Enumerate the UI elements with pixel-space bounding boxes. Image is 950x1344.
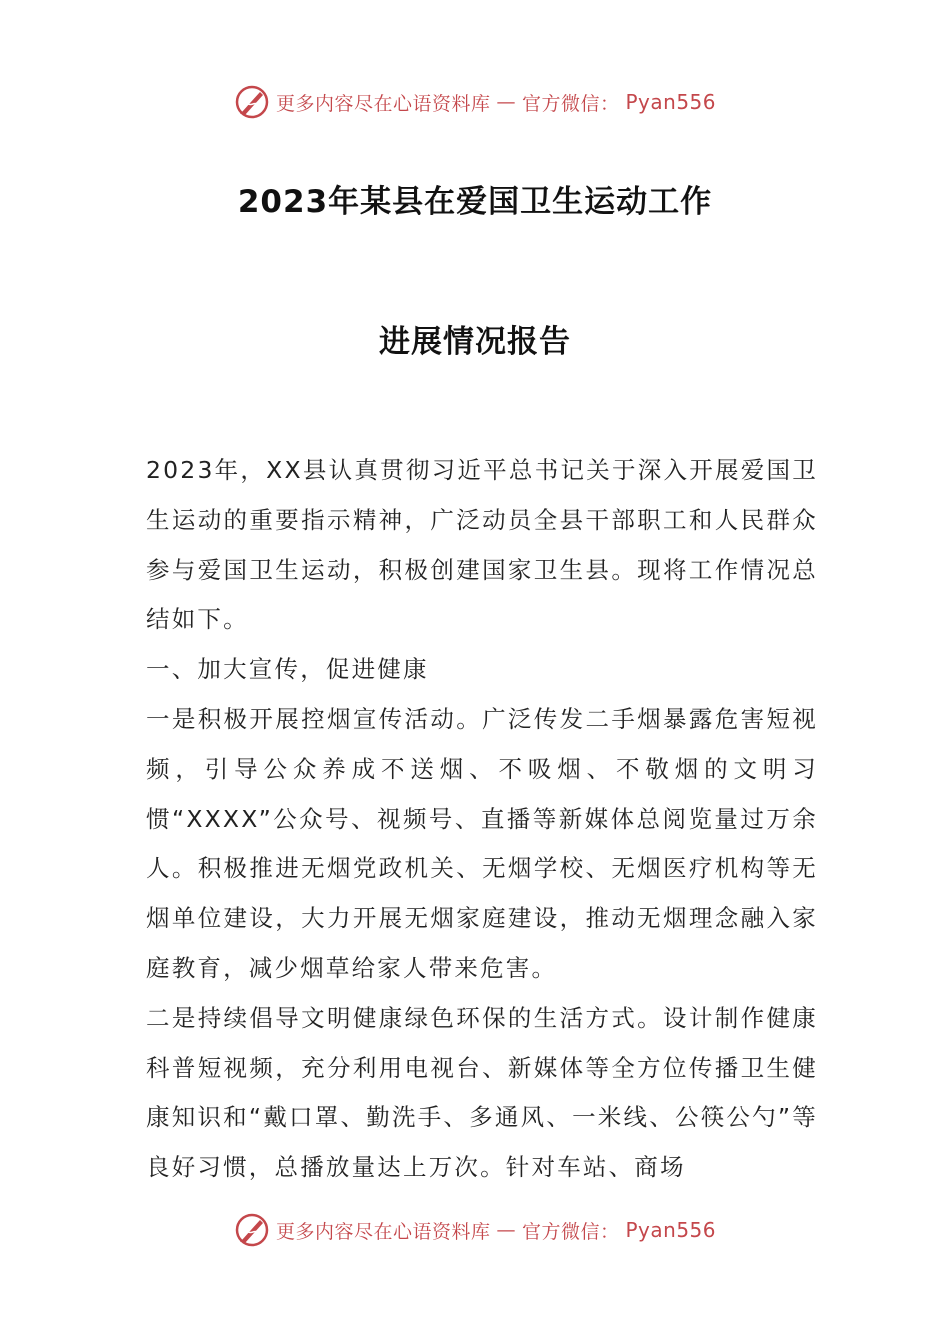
document-body [146, 446, 818, 1193]
footer-watermark-banner [0, 1212, 950, 1248]
section-heading-1: 一、加大宣传，促进健康 [146, 655, 429, 684]
pen-logo-icon [234, 1212, 270, 1248]
paragraph-smoking-control: 一是积极开展控烟宣传活动。广泛传发二手烟暴露危害短视频，引导公众养成不送烟、不吸烟、不敬烟的文明习惯“XXXX”公众号、视频号、直播等新媒体总阅览量过万余人。积极推进无烟党政机关、无烟学校、无烟医疗机构等无烟单位建设，大力开展无烟家庭建设，推动无烟理念融入家庭教育，减少烟草给家人带来危害。 [146, 704, 818, 982]
watermark-dash: — [496, 91, 516, 113]
paragraph-intro: 2023年，XX县认真贯彻习近平总书记关于深入开展爱国卫生运动的重要指示精神，广泛动员全县干部职工和人民群众参与爱国卫生运动，积极创建国家卫生县。现将工作情况总结如下。 [146, 456, 818, 634]
header-watermark-banner [0, 84, 950, 120]
watermark-dash: — [496, 1219, 516, 1241]
watermark-site-text: 更多内容尽在心语资料库 [275, 92, 491, 115]
watermark-wechat-id: Pyan556 [625, 90, 717, 114]
watermark-wechat-id: Pyan556 [625, 1218, 717, 1242]
document-title-line-1: 2023年某县在爱国卫生运动工作 [237, 184, 713, 220]
watermark-site-text: 更多内容尽在心语资料库 [275, 1220, 491, 1243]
paragraph-healthy-lifestyle: 二是持续倡导文明健康绿色环保的生活方式。设计制作健康科普短视频，充分利用电视台、新媒体等全方位传播卫生健康知识和“戴口罩、勤洗手、多通风、一米线、公筷公勺”等良好习惯，总播放量达上万次。针对车站、商场 [146, 1003, 818, 1182]
pen-logo-icon [234, 84, 270, 120]
document-title-line-2: 进展情况报告 [379, 324, 571, 360]
watermark-wechat-label: 官方微信： [521, 92, 620, 115]
watermark-wechat-label: 官方微信： [521, 1220, 620, 1243]
